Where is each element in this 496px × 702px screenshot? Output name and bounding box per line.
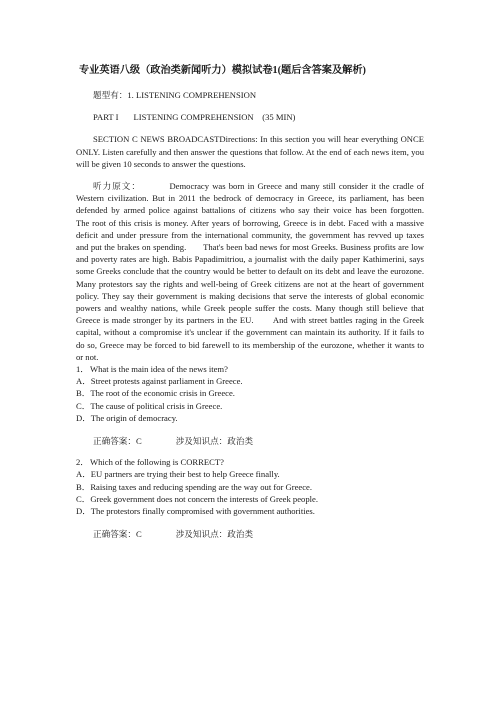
- question-number: 1．: [76, 364, 89, 375]
- listening-transcript: 听力原文： Democracy was born in Greece and many still consider it the cradle of Western civilization. But in 2011 the bedrock of democracy in Greece, its parliament, has been defended by armed police against battalions of citizens who say their voice has been forgotten. The root of this crisis is money. After years of borrowing, Greece is in debt. Faced with a massive deficit and under pressure from the international community, the government has revved up taxes and put the brakes on spending. That's been bad news for most Greeks. Business profits are low and poverty rates are high. Babis Papadimitriou, a journalist with the daily paper Kathimerini, says some Greeks conclude that the country would be better to default on its debt and leave the eurozone. Many protestors say the rights and well-being of Greek citizens are not at the heart of government policy. They say their government is making decisions that serve the interests of global economic powers and wealthy nations, while Greek people suffer the costs. Many though still believe that Greece is made stronger by its partners in the EU. And with street battles raging in the Greek capital, without a compromise it's unclear if the government can maintain its authority. If it fails to do so, Greece may be forced to bid farewell to its membership of the eurozone, whether it wants to or not.: [76, 181, 440, 362]
- option-c: C．The cause of political crisis in Greece.: [76, 400, 223, 411]
- option-a: A．Street protests against parliament in Greece.: [76, 376, 243, 387]
- option-a: A．EU partners are trying their best to help Greece finally.: [76, 469, 280, 480]
- answer-line: [76, 528, 424, 540]
- option-b: B．Raising taxes and reducing spending are the way out for Greece.: [76, 481, 313, 492]
- question-type-line: 题型有：1. LISTENING COMPREHENSION: [93, 90, 257, 100]
- question-stem: What is the main idea of the news item?: [90, 364, 228, 375]
- knowledge-point: 涉及知识点：政治类: [175, 529, 254, 540]
- question-block: [76, 456, 424, 540]
- question-number: 2．: [76, 457, 89, 468]
- option-d: D．The protestors finally compromised with government authorities.: [76, 506, 315, 517]
- question-stem-line: [76, 363, 424, 375]
- knowledge-point: 涉及知识点：政治类: [175, 436, 254, 447]
- answer-line: [76, 435, 424, 447]
- option-b: B．The root of the economic crisis in Greece.: [76, 388, 235, 399]
- correct-answer: 正确答案：C: [93, 436, 142, 447]
- section-directions: SECTION C NEWS BROADCASTDirections: In this section you will hear everything ONCE ONLY. Listen carefully and then answer the questions that follow. At the end of each news item, you will be given 10 seconds to answer the questions.: [76, 134, 424, 169]
- question-stem: Which of the following is CORRECT?: [90, 457, 224, 468]
- correct-answer: 正确答案：C: [93, 529, 142, 540]
- document-title: 专业英语八级（政治类新闻听力）模拟试卷1(题后含答案及解析): [79, 65, 366, 76]
- question-stem-line: [76, 456, 424, 468]
- document-page: [76, 64, 440, 541]
- question-block: [76, 363, 424, 447]
- option-d: D．The origin of democracy.: [76, 412, 178, 423]
- option-c: C．Greek government does not concern the interests of Greek people.: [76, 493, 318, 504]
- part-heading: PART I LISTENING COMPREHENSION (35 MIN): [93, 112, 296, 123]
